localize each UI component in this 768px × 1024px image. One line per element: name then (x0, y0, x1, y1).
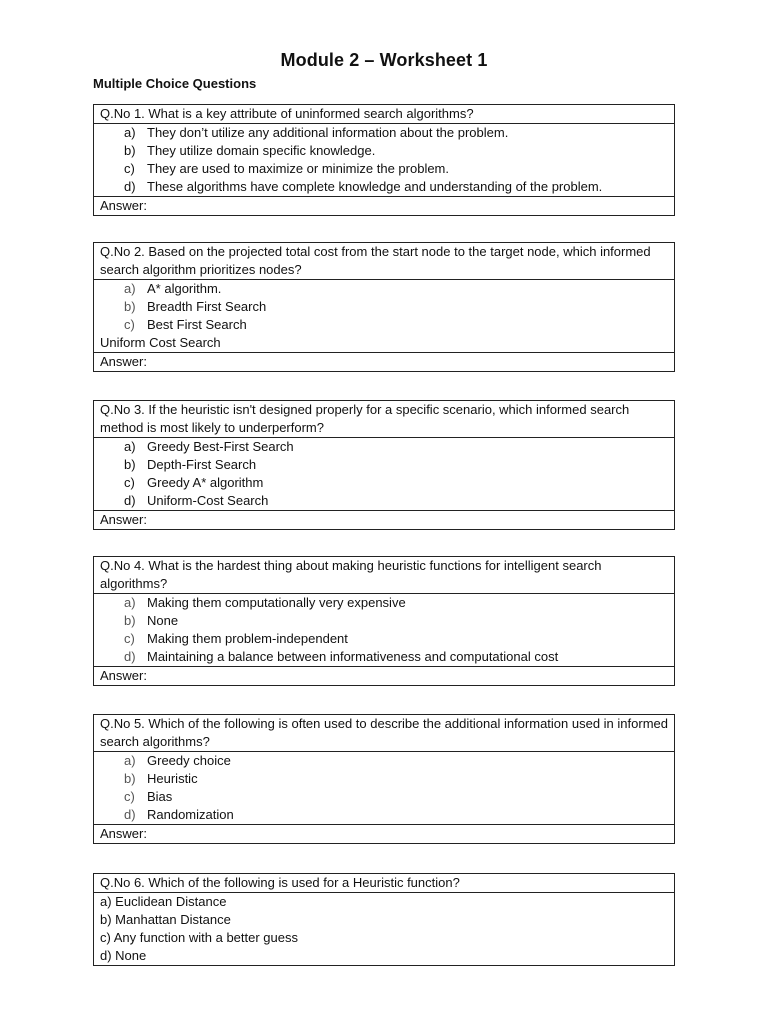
option-label: b) (124, 143, 136, 158)
option-b (100, 142, 668, 160)
option-a (100, 438, 668, 456)
page-title: Module 2 – Worksheet 1 (280, 50, 488, 70)
option-label: b) (124, 613, 136, 628)
question-text: Q.No 3. If the heuristic isn't designed properly for a specific scenario, which informed search method is most likely to underperform? (94, 401, 674, 438)
option-text: Bias (147, 789, 173, 804)
option-b (100, 770, 668, 788)
option-d (100, 492, 668, 510)
option-text: Greedy choice (147, 753, 231, 768)
option-a (100, 594, 668, 612)
option-label: a) (124, 595, 136, 610)
option-list (94, 752, 674, 824)
question-text: Q.No 5. Which of the following is often used to describe the additional information used in informed search algorithms? (94, 715, 674, 752)
option-text: Uniform-Cost Search (147, 493, 269, 508)
option-label: c) (124, 631, 135, 646)
option-label: b) (124, 299, 136, 314)
option-c (100, 474, 668, 492)
option-c (100, 160, 668, 178)
plain-option-c: c) Any function with a better guess (100, 930, 298, 945)
option-label: c) (124, 317, 135, 332)
option-b (100, 612, 668, 630)
option-label: a) (124, 753, 136, 768)
question-box-6 (93, 873, 675, 966)
option-text: These algorithms have complete knowledge and understanding of the problem. (147, 179, 603, 194)
option-d (100, 178, 668, 196)
option-text: Maintaining a balance between informativeness and computational cost (147, 649, 559, 664)
option-label: b) (124, 457, 136, 472)
option-text: Making them computationally very expensive (147, 595, 406, 610)
question-text: Q.No 2. Based on the projected total cost from the start node to the target node, which informed search algorithm prioritizes nodes? (94, 243, 674, 280)
question-text: Q.No 1. What is a key attribute of uninformed search algorithms? (94, 105, 674, 124)
option-b (100, 298, 668, 316)
option-label: a) (124, 125, 136, 140)
option-list (94, 594, 674, 666)
option-text: They are used to maximize or minimize the problem. (147, 161, 450, 176)
option-c (100, 788, 668, 806)
option-text: Greedy Best-First Search (147, 439, 294, 454)
option-c (100, 630, 668, 648)
option-d (100, 806, 668, 824)
option-text: Depth-First Search (147, 457, 257, 472)
option-d (100, 648, 668, 666)
option-a (100, 124, 668, 142)
answer-field[interactable]: Answer: (94, 510, 674, 529)
option-label: c) (124, 475, 135, 490)
answer-field[interactable]: Answer: (94, 352, 674, 371)
option-text: Randomization (147, 807, 234, 822)
option-label: a) (124, 281, 136, 296)
option-b (100, 456, 668, 474)
option-c (100, 316, 668, 334)
plain-option-d: d) None (100, 948, 147, 963)
option-text: None (147, 613, 179, 628)
question-box-5 (93, 714, 675, 844)
option-list (94, 280, 674, 334)
question-box-1 (93, 104, 675, 216)
option-label: a) (124, 439, 136, 454)
option-text: They don’t utilize any additional information about the problem. (147, 125, 509, 140)
option-text: Heuristic (147, 771, 198, 786)
option-label: b) (124, 771, 136, 786)
option-d-unlabeled: Uniform Cost Search (100, 335, 221, 350)
option-text: A* algorithm. (147, 281, 222, 296)
option-label: d) (124, 179, 136, 194)
question-text: Q.No 4. What is the hardest thing about making heuristic functions for intelligent search algorithms? (94, 557, 674, 594)
option-label: d) (124, 649, 136, 664)
option-list (94, 438, 674, 510)
option-text: Greedy A* algorithm (147, 475, 264, 490)
section-subtitle: Multiple Choice Questions (93, 76, 257, 91)
option-label: d) (124, 807, 136, 822)
question-box-2 (93, 242, 675, 372)
option-label: c) (124, 789, 135, 804)
option-text: Breadth First Search (147, 299, 267, 314)
question-box-4 (93, 556, 675, 686)
option-a (100, 280, 668, 298)
answer-field[interactable]: Answer: (94, 196, 674, 215)
question-text: Q.No 6. Which of the following is used for a Heuristic function? (94, 874, 674, 893)
option-text: Making them problem-independent (147, 631, 348, 646)
plain-option-a: a) Euclidean Distance (100, 894, 227, 909)
option-text: They utilize domain specific knowledge. (147, 143, 376, 158)
option-text: Best First Search (147, 317, 247, 332)
option-list (94, 124, 674, 196)
answer-field[interactable]: Answer: (94, 824, 674, 843)
question-box-3 (93, 400, 675, 530)
option-label: c) (124, 161, 135, 176)
answer-field[interactable]: Answer: (94, 666, 674, 685)
option-a (100, 752, 668, 770)
option-label: d) (124, 493, 136, 508)
plain-option-b: b) Manhattan Distance (100, 912, 231, 927)
